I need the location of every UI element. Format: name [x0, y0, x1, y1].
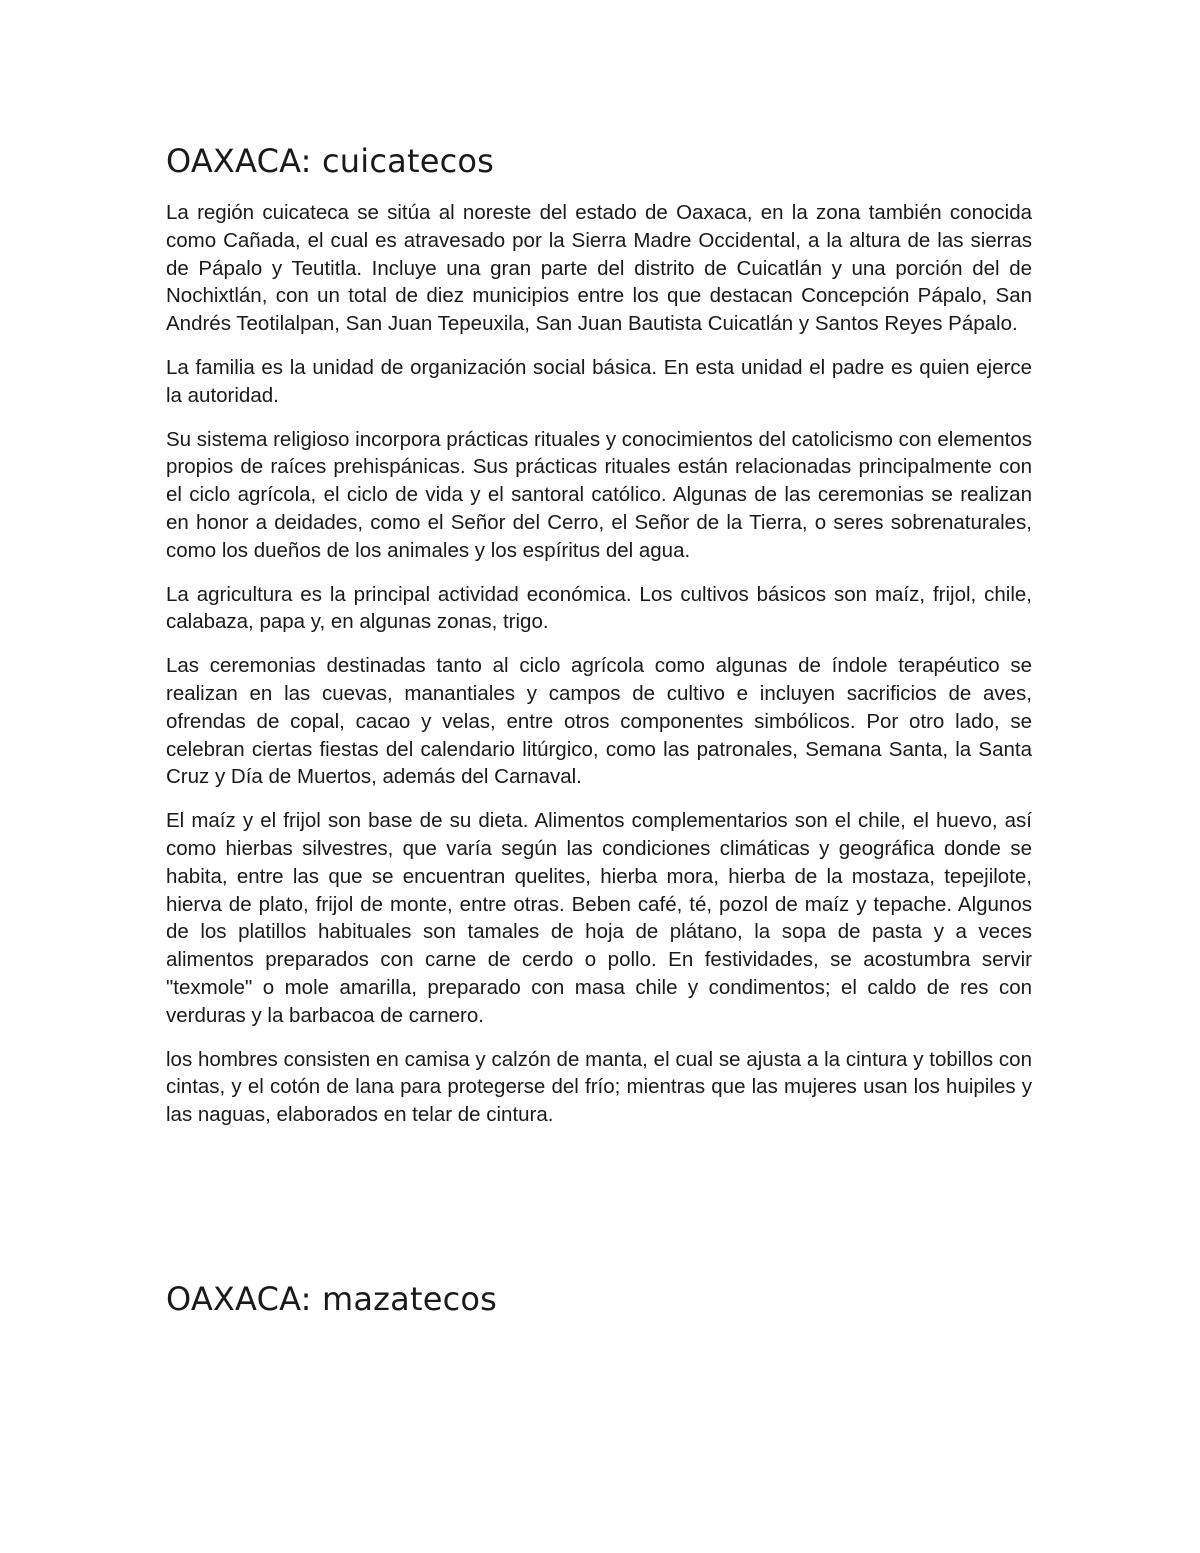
section-body-cuicatecos: [166, 199, 1032, 1145]
paragraph-agricultura: La agricultura es la principal actividad económica. Los cultivos básicos son maíz, frijol, chile, calabaza, papa y, en algunas zonas, trigo.: [166, 582, 1032, 634]
section-heading-mazatecos: OAXACA: mazatecos: [166, 1280, 498, 1318]
paragraph-ceremonias: Las ceremonias destinadas tanto al ciclo agrícola como algunas de índole terapéutico se realizan en las cuevas, manantiales y campos de cultivo e incluyen sacrificios de aves, ofrendas de copal, cacao y velas, entre otros componentes simbólicos. Por otro lado, se celebran ciertas fiestas del calendario litúrgico, como las patronales, Semana Santa, la Santa Cruz y Día de Muertos, además del Carnaval.: [166, 654, 1032, 789]
paragraph-familia: La familia es la unidad de organización social básica. En esta unidad el padre es quien ejerce la autoridad.: [166, 355, 1032, 407]
paragraph-region: La región cuicateca se sitúa al noreste del estado de Oaxaca, en la zona también conocida como Cañada, el cual es atravesado por la Sierra Madre Occidental, a la altura de las sierras de Pápalo y Teutitla. Incluye una gran parte del distrito de Cuicatlán y una porción del de Nochixtlán, con un total de diez municipios entre los que destacan Concepción Pápalo, San Andrés Teotilalpan, San Juan Tepeuxila, San Juan Bautista Cuicatlán y Santos Reyes Pápalo.: [166, 201, 1032, 336]
section-heading-cuicatecos: OAXACA: cuicatecos: [166, 142, 495, 180]
paragraph-vestimenta: los hombres consisten en camisa y calzón de manta, el cual se ajusta a la cintura y tobillos con cintas, y el cotón de lana para protegerse del frío; mientras que las mujeres usan los huipiles y las naguas, elaborados en telar de cintura.: [166, 1047, 1032, 1127]
paragraph-dieta: El maíz y el frijol son base de su dieta. Alimentos complementarios son el chile, el huevo, así como hierbas silvestres, que varía según las condiciones climáticas y geográfica donde se habita, entre las que se encuentran quelites, hierba mora, hierba de la mostaza, tepejilote, hierva de plato, frijol de monte, entre otras. Beben café, té, pozol de maíz y tepache. Algunos de los platillos habituales son tamales de hoja de plátano, la sopa de pasta y a veces alimentos preparados con carne de cerdo o pollo. En festividades, se acostumbra servir "texmole" o mole amarilla, preparado con masa chile y condimentos; el caldo de res con verduras y la barbacoa de carnero.: [166, 809, 1032, 1027]
paragraph-religion: Su sistema religioso incorpora prácticas rituales y conocimientos del catolicismo con elementos propios de raíces prehispánicas. Sus prácticas rituales están relacionadas principalmente con el ciclo agrícola, el ciclo de vida y el santoral católico. Algunas de las ceremonias se realizan en honor a deidades, como el Señor del Cerro, el Señor de la Tierra, o seres sobrenaturales, como los dueños de los animales y los espíritus del agua.: [166, 427, 1032, 562]
